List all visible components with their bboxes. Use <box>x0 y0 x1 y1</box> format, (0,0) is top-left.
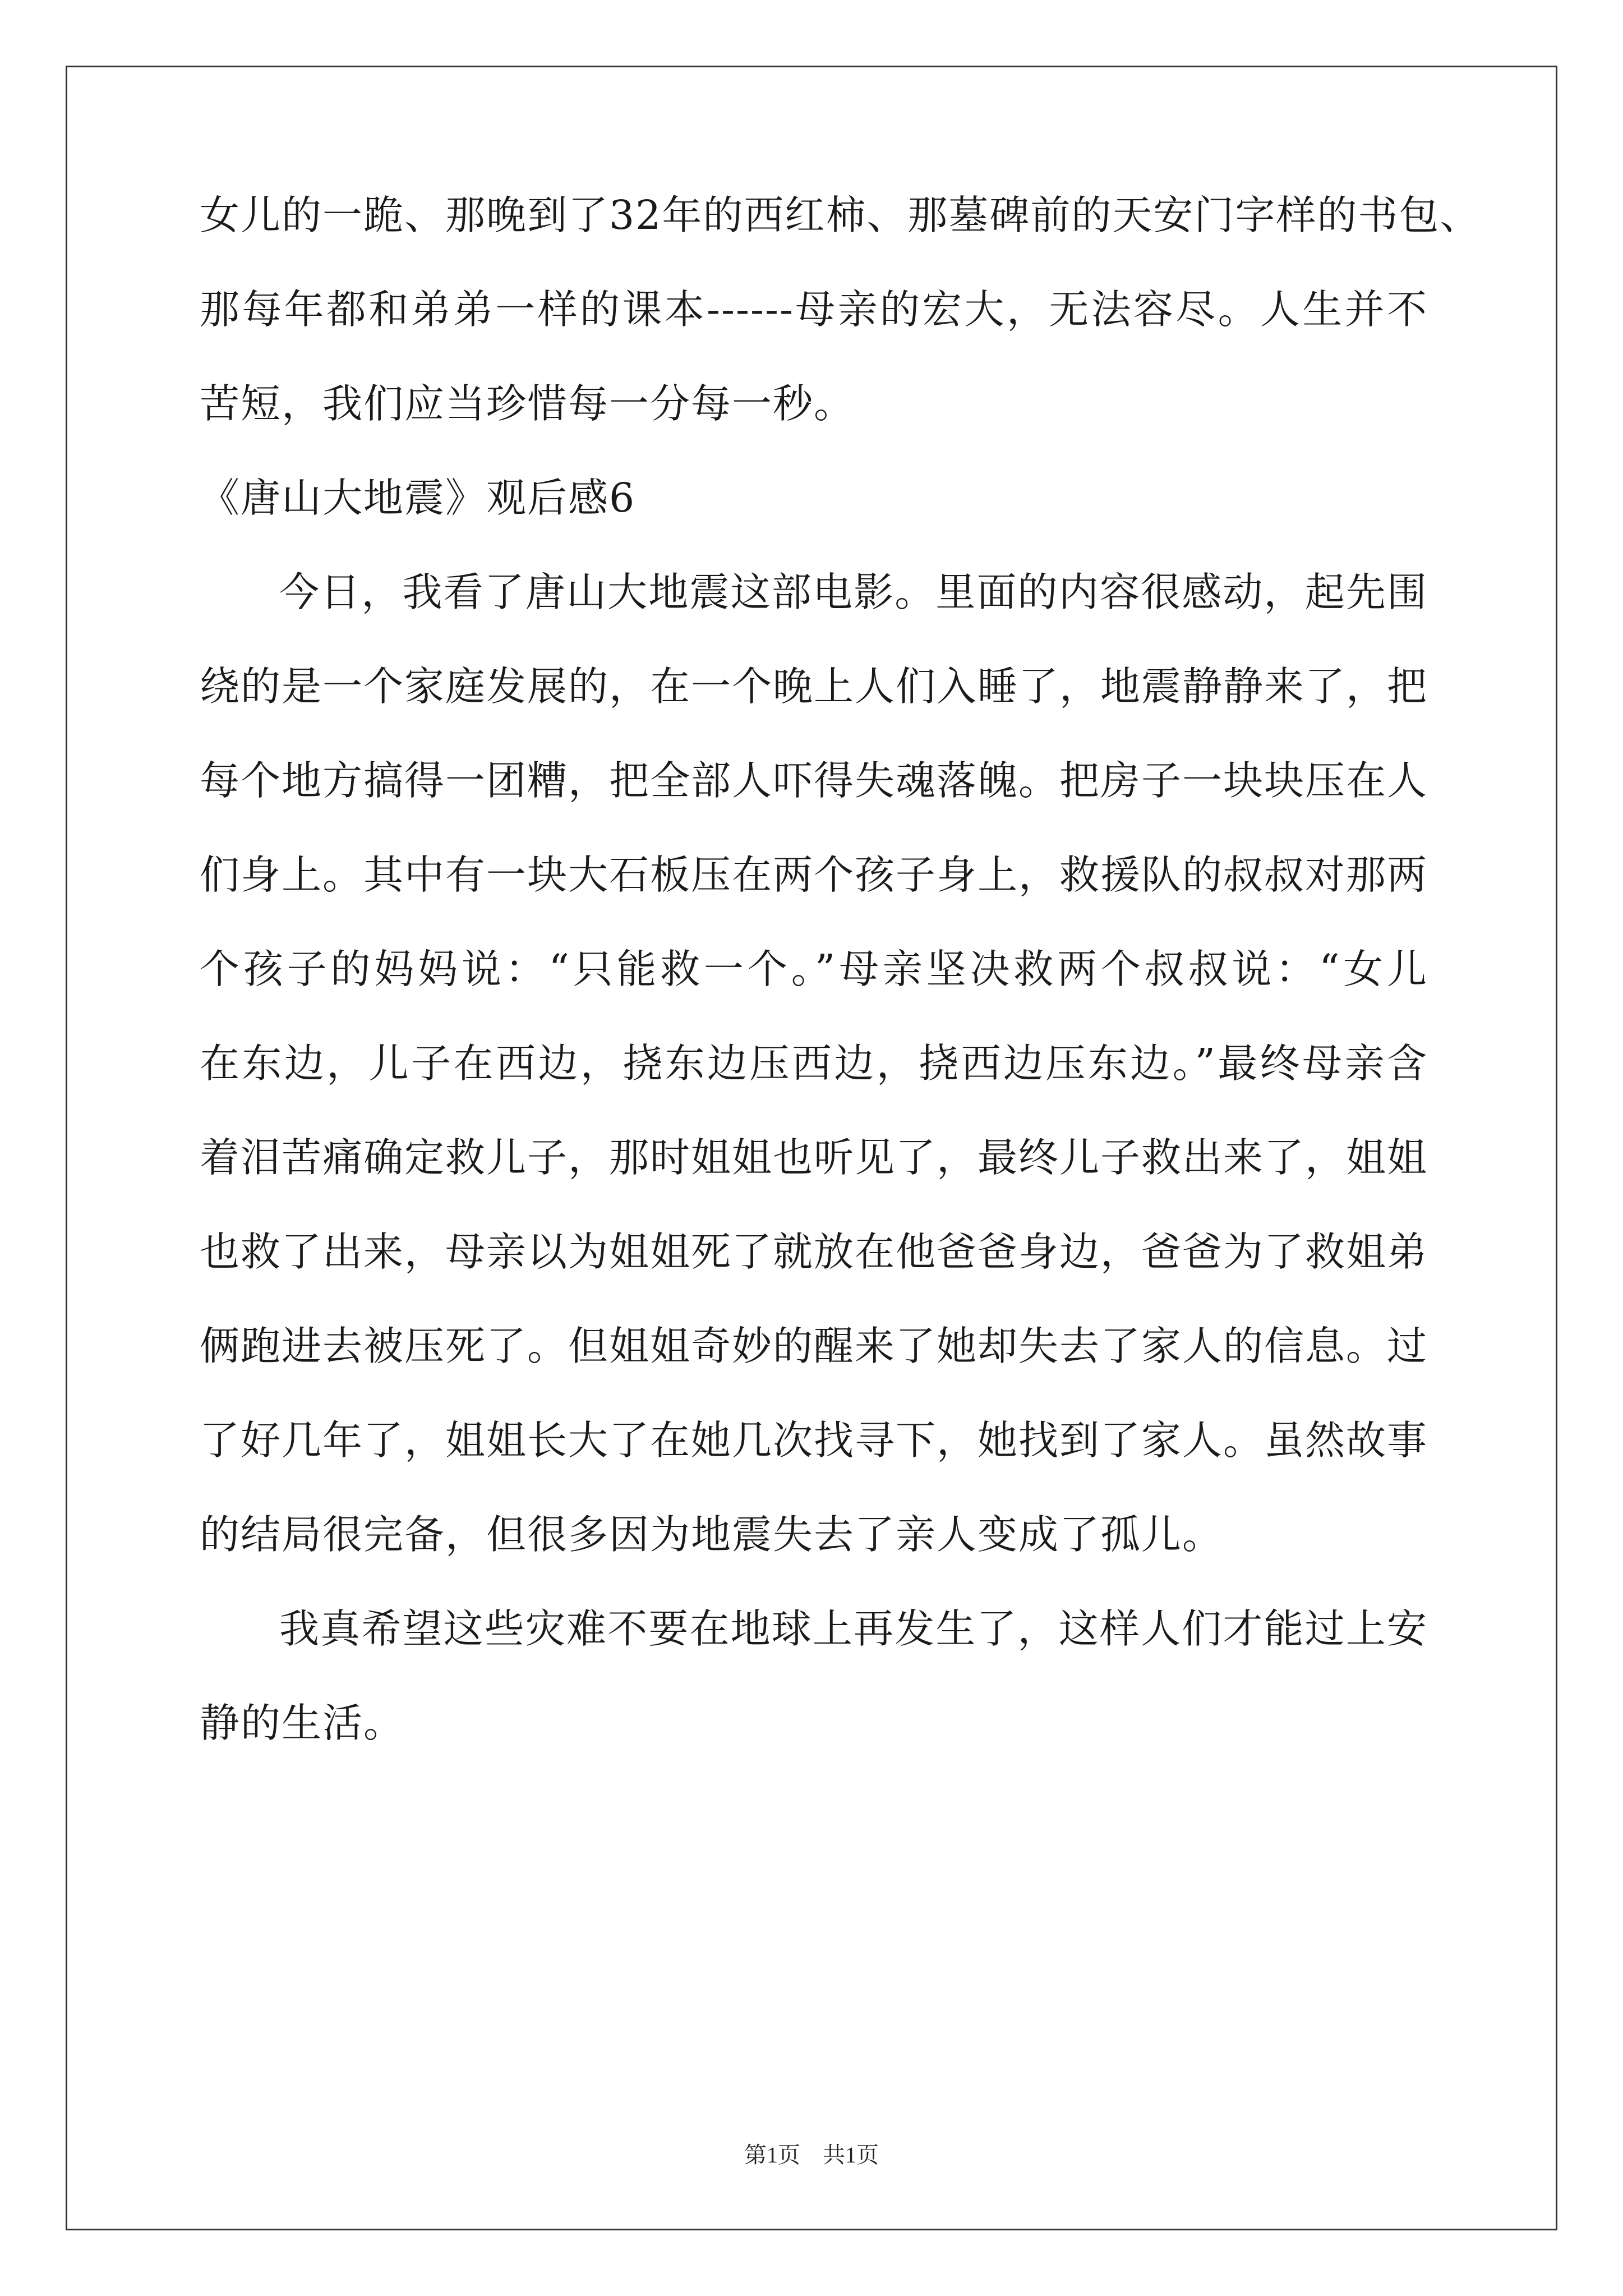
paragraph-line: 在东边，儿子在西边，挠东边压西边，挠西边压东边。”最终母亲含 <box>200 1040 1428 1087</box>
paragraph-line: 绕的是一个家庭发展的，在一个晚上人们入睡了，地震静静来了，把 <box>200 663 1428 710</box>
paragraph-line: 静的生活。 <box>200 1700 405 1746</box>
paragraph-line: 们身上。其中有一块大石板压在两个孩子身上，救援队的叔叔对那两 <box>200 852 1428 898</box>
page-footer: 第1页 共1页 <box>744 2142 879 2168</box>
paragraph-line: 俩跑进去被压死了。但姐姐奇妙的醒来了她却失去了家人的信息。过 <box>200 1323 1428 1369</box>
paragraph-line: 那每年都和弟弟一样的课本------母亲的宏大，无法容尽。人生并不 <box>200 286 1428 333</box>
paragraph-line: 个孩子的妈妈说：“只能救一个。”母亲坚决救两个叔叔说：“女儿 <box>200 946 1428 992</box>
paragraph-line: 也救了出来，母亲以为姐姐死了就放在他爸爸身边，爸爸为了救姐弟 <box>200 1228 1428 1275</box>
paragraph-line: 着泪苦痛确定救儿子，那时姐姐也听见了，最终儿子救出来了，姐姐 <box>200 1134 1428 1181</box>
paragraph-line: 的结局很完备，但很多因为地震失去了亲人变成了孤儿。 <box>200 1511 1224 1558</box>
paragraph-line: 今日，我看了唐山大地震这部电影。里面的内容很感动，起先围 <box>279 569 1428 615</box>
section-title: 《唐山大地震》观后感6 <box>200 475 636 521</box>
paragraph-line: 我真希望这些灾难不要在地球上再发生了，这样人们才能过上安 <box>279 1605 1428 1652</box>
paragraph-line: 女儿的一跪、那晚到了32年的西红柿、那墓碑前的天安门字样的书包、 <box>200 192 1481 238</box>
paragraph-line: 苦短，我们应当珍惜每一分每一秒。 <box>200 380 855 427</box>
paragraph-line: 每个地方搞得一团糟，把全部人吓得失魂落魄。把房子一块块压在人 <box>200 757 1428 804</box>
paragraph-line: 了好几年了，姐姐长大了在她几次找寻下，她找到了家人。虽然故事 <box>200 1417 1428 1464</box>
